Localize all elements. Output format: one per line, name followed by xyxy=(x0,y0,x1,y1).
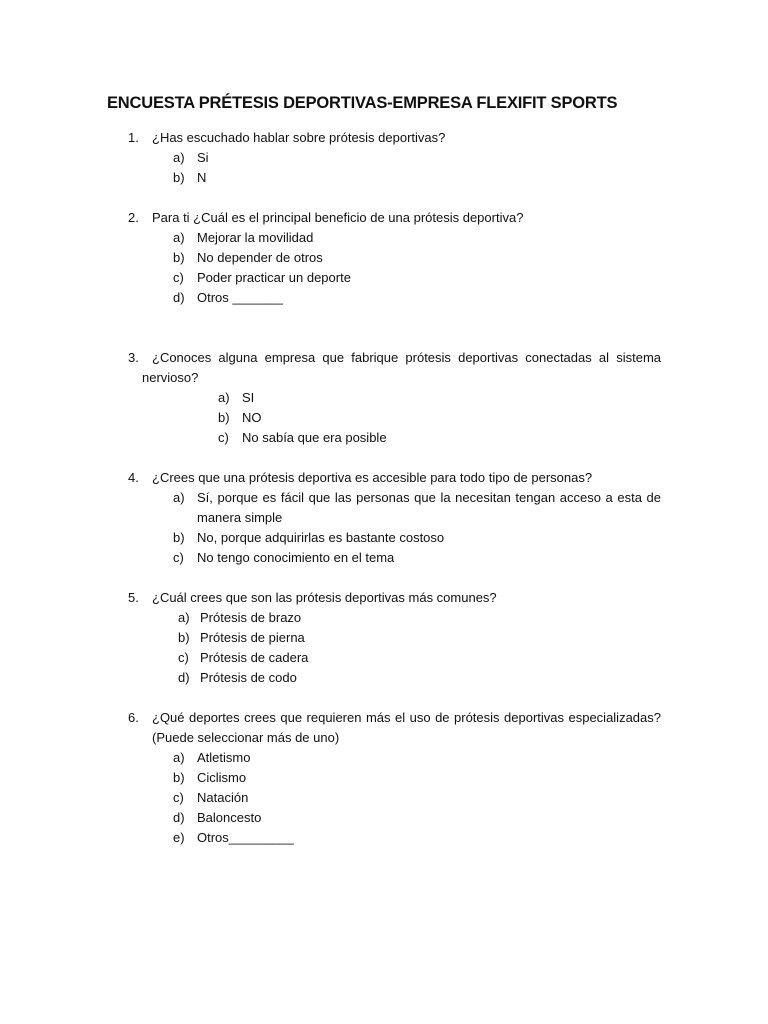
option-text: Otros_________ xyxy=(197,830,294,845)
option-list xyxy=(173,748,661,848)
option-b xyxy=(218,408,661,428)
option-b xyxy=(173,528,661,548)
option-letter: a) xyxy=(173,230,185,245)
option-b xyxy=(173,248,661,268)
option-text: Si xyxy=(197,150,209,165)
option-text: Baloncesto xyxy=(197,810,262,825)
question-text: ¿Qué deportes crees que requieren más el uso de prótesis deportivas especializadas? (Puede seleccionar más de uno) xyxy=(152,710,661,745)
option-d xyxy=(178,668,661,688)
option-c xyxy=(178,648,661,668)
question-3 xyxy=(128,348,661,448)
option-a xyxy=(173,488,661,528)
question-number: 2. xyxy=(128,210,139,225)
option-text: Prótesis de pierna xyxy=(200,630,305,645)
question-number: 4. xyxy=(128,470,139,485)
option-letter: b) xyxy=(173,530,185,545)
option-text: NO xyxy=(242,410,262,425)
option-a xyxy=(218,388,661,408)
option-list xyxy=(173,228,661,308)
option-a xyxy=(178,608,661,628)
question-text-line-1: ¿Conoces alguna empresa que fabrique prótesis deportivas conectadas al sistema xyxy=(152,350,661,365)
option-letter: d) xyxy=(173,810,185,825)
option-text: Atletismo xyxy=(197,750,251,765)
question-number: 3. xyxy=(128,350,139,365)
option-letter: a) xyxy=(218,390,230,405)
option-letter: a) xyxy=(173,150,185,165)
option-a xyxy=(173,148,661,168)
question-5 xyxy=(128,588,661,688)
option-a xyxy=(173,228,661,248)
question-text: ¿Has escuchado hablar sobre prótesis deportivas? xyxy=(152,130,446,145)
option-b xyxy=(173,768,661,788)
option-letter: c) xyxy=(173,550,184,565)
option-list xyxy=(218,388,661,448)
option-e xyxy=(173,828,661,848)
option-text: Otros _______ xyxy=(197,290,284,305)
question-number: 6. xyxy=(128,710,139,725)
option-text: No sabía que era posible xyxy=(242,430,387,445)
option-text: No depender de otros xyxy=(197,250,323,265)
question-number: 5. xyxy=(128,590,139,605)
option-letter: b) xyxy=(173,770,185,785)
question-1 xyxy=(128,128,661,188)
option-letter: c) xyxy=(173,790,184,805)
option-d xyxy=(173,288,661,308)
option-letter: c) xyxy=(173,270,184,285)
option-c xyxy=(218,428,661,448)
question-text-line-2: nervioso? xyxy=(142,370,199,385)
option-letter: c) xyxy=(178,650,189,665)
question-text: ¿Crees que una prótesis deportiva es accesible para todo tipo de personas? xyxy=(152,470,593,485)
option-letter: a) xyxy=(173,750,185,765)
option-text: SI xyxy=(242,390,255,405)
option-b xyxy=(173,168,661,188)
option-letter: c) xyxy=(218,430,229,445)
option-text: No tengo conocimiento en el tema xyxy=(197,550,395,565)
option-letter: a) xyxy=(173,490,185,505)
question-number: 1. xyxy=(128,130,139,145)
question-6 xyxy=(128,708,661,848)
document-title: ENCUESTA PRÉTESIS DEPORTIVAS-EMPRESA FLEXIFIT SPORTS xyxy=(107,94,618,112)
option-text: Prótesis de cadera xyxy=(200,650,309,665)
option-a xyxy=(173,748,661,768)
option-b xyxy=(178,628,661,648)
option-text: Prótesis de brazo xyxy=(200,610,302,625)
option-letter: d) xyxy=(178,670,190,685)
option-text: Ciclismo xyxy=(197,770,247,785)
option-text: Mejorar la movilidad xyxy=(197,230,314,245)
option-letter: a) xyxy=(178,610,190,625)
option-d xyxy=(173,808,661,828)
option-c xyxy=(173,788,661,808)
option-text: No, porque adquirirlas es bastante costoso xyxy=(197,530,445,545)
option-list xyxy=(178,608,661,688)
option-text: Natación xyxy=(197,790,249,805)
option-letter: b) xyxy=(173,170,185,185)
option-list xyxy=(173,148,661,188)
question-text: Para ti ¿Cuál es el principal beneficio de una prótesis deportiva? xyxy=(152,210,524,225)
option-letter: b) xyxy=(218,410,230,425)
option-letter: d) xyxy=(173,290,185,305)
option-list xyxy=(173,488,661,568)
option-c xyxy=(173,268,661,288)
option-c xyxy=(173,548,661,568)
option-letter: b) xyxy=(178,630,190,645)
option-text: Sí, porque es fácil que las personas que la necesitan tengan acceso a esta de manera simple xyxy=(197,490,661,525)
option-text: Prótesis de codo xyxy=(200,670,297,685)
question-text: ¿Cuál crees que son las prótesis deportivas más comunes? xyxy=(152,590,497,605)
option-text: Poder practicar un deporte xyxy=(197,270,351,285)
option-text: N xyxy=(197,170,207,185)
question-4 xyxy=(128,468,661,568)
option-letter: e) xyxy=(173,830,185,845)
question-text xyxy=(128,348,661,388)
question-2 xyxy=(128,208,661,308)
option-letter: b) xyxy=(173,250,185,265)
